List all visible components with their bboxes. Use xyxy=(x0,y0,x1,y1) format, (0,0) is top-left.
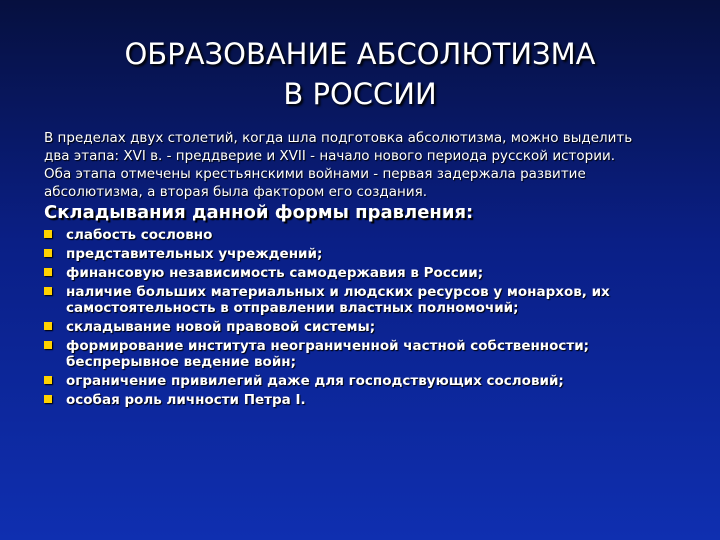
bullet-item xyxy=(44,319,694,335)
paragraph: два этапа: XVI в. - преддверие и XVII - начало нового периода русской истории. xyxy=(44,148,616,164)
bullet-item xyxy=(44,284,694,316)
square-bullet-icon xyxy=(44,249,52,257)
square-bullet-icon xyxy=(44,376,52,384)
square-bullet-icon xyxy=(44,230,52,238)
square-bullet-icon xyxy=(44,287,52,295)
title-line-2: В РОССИИ xyxy=(283,77,437,111)
bullet-text: наличие больших материальных и людских ресурсов у монархов, их самостоятельность в отправлении властных полномочий; xyxy=(66,284,610,316)
paragraph: абсолютизма, а вторая была фактором его создания. xyxy=(44,184,428,200)
bullet-text: представительных учреждений; xyxy=(66,246,323,262)
bullet-item xyxy=(44,338,694,370)
slide-body xyxy=(44,130,694,411)
bullet-text: особая роль личности Петра I. xyxy=(66,392,306,408)
square-bullet-icon xyxy=(44,268,52,276)
bullet-item xyxy=(44,265,694,281)
paragraph: Оба этапа отмечены крестьянскими войнами - первая задержала развитие xyxy=(44,166,586,182)
square-bullet-icon xyxy=(44,341,52,349)
section-heading: Складывания данной формы правления: xyxy=(44,202,474,223)
bullet-text: формирование института неограниченной частной собственности; беспрерывное ведение войн; xyxy=(66,338,590,370)
square-bullet-icon xyxy=(44,322,52,330)
bullet-item xyxy=(44,227,694,243)
bullet-item xyxy=(44,392,694,408)
bullet-item xyxy=(44,246,694,262)
bullet-text: финансовую независимость самодержавия в России; xyxy=(66,265,484,281)
bullet-list xyxy=(44,227,694,408)
square-bullet-icon xyxy=(44,395,52,403)
bullet-text: ограничение привилегий даже для господствующих сословий; xyxy=(66,373,564,389)
bullet-text: складывание новой правовой системы; xyxy=(66,319,376,335)
bullet-text: слабость сословно xyxy=(66,227,213,243)
title-line-1: ОБРАЗОВАНИЕ АБСОЛЮТИЗМА xyxy=(124,37,596,71)
paragraph: В пределах двух столетий, когда шла подготовка абсолютизма, можно выделить xyxy=(44,130,633,146)
slide-title xyxy=(60,34,660,114)
bullet-item xyxy=(44,373,694,389)
